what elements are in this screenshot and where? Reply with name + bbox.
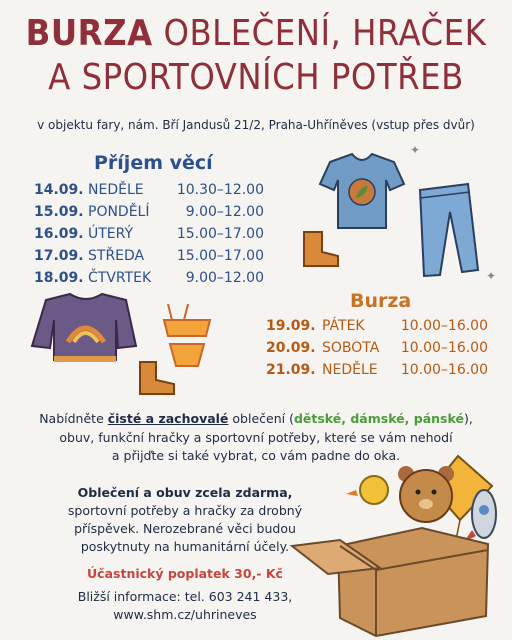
title-line-1-rest: OBLEČENÍ, HRAČEK [163,13,487,54]
row-day: SOBOTA [322,340,380,356]
contact-phone: Bližší informace: tel. 603 241 433, [77,589,293,604]
prijem-row [34,267,274,289]
row-time: 10.00–16.00 [400,340,488,356]
boot-icon [140,362,174,394]
row-time: 10.00–16.00 [400,362,488,378]
row-time: 9.00–12.00 [185,270,264,286]
offer-categories: dětské, dámské, pánské [293,411,464,426]
free-heading: Oblečení a obuv zcela zdarma, [77,485,293,500]
teddy-bear-icon [398,466,454,522]
burza-heading: Burza [350,290,412,312]
row-day: STŘEDA [88,248,145,264]
kids-clothes-illustration [18,290,218,400]
prijem-heading: Příjem věcí [94,152,213,174]
row-time: 15.00–17.00 [176,226,264,242]
jeans-icon [420,184,478,276]
clothes-illustration [300,140,512,290]
row-date: 14.09. [34,182,84,198]
boot-icon [304,232,338,266]
free-line-3: příspěvek. Nerozebrané věci budou [74,521,296,536]
tshirt-icon [320,154,404,228]
title-line-1 [0,14,512,54]
offer-line-1 [30,410,482,429]
row-time: 10.30–12.00 [176,182,264,198]
prijem-row [34,201,274,223]
fee-text: Účastnický poplatek 30,- Kč [87,566,283,581]
sparkle-icon: ✦ [410,143,421,157]
row-date: 15.09. [34,204,84,220]
offer-line-3: a přijďte si také vybrat, co vám padne do oka. [111,448,401,463]
title-line-2: A SPORTOVNÍCH POTŘEB [48,57,464,98]
row-day: ÚTERÝ [88,226,134,242]
swimsuit-icon [164,304,210,366]
title-burza: BURZA [25,13,153,54]
row-date: 18.09. [34,270,84,286]
offer-text: ), [463,411,473,426]
row-time: 10.00–16.00 [400,318,488,334]
row-time: 9.00–12.00 [185,204,264,220]
offer-text: Nabídněte [39,411,108,426]
offer-line-2: obuv, funkční hračky a sportovní potřeby, které se vám nehodí [59,429,453,445]
offer-text: oblečení ( [228,411,294,426]
free-line-4: poskytnuty na humanitární účely. [80,539,290,554]
row-date: 16.09. [34,226,84,242]
row-date: 20.09. [266,340,316,356]
free-paragraph [30,484,340,556]
row-date: 17.09. [34,248,84,264]
sparkle-icon: ✦ [486,269,497,283]
offer-paragraph [30,410,482,466]
row-time: 15.00–17.00 [176,248,264,264]
row-day: ČTVRTEK [88,270,152,286]
row-day: NEDĚLE [322,362,378,378]
prijem-row [34,179,274,201]
location-text: v objektu fary, nám. Bří Jandusů 21/2, Praha-Uhříněves (vstup přes dvůr) [37,118,475,132]
burza-row [266,337,496,359]
duck-icon [346,476,388,504]
offer-emphasis: čisté a zachovalé [107,411,229,426]
prijem-row [34,245,274,267]
row-day: PÁTEK [322,318,365,334]
burza-row [266,359,496,381]
row-date: 19.09. [266,318,316,334]
contact-website[interactable]: www.shm.cz/uhrineves [113,607,257,622]
row-day: PONDĚLÍ [88,204,150,220]
prijem-row [34,223,274,245]
contact-info [30,588,340,624]
burza-row [266,315,496,337]
row-date: 21.09. [266,362,316,378]
free-line-2: sportovní potřeby a hračky za drobný [67,503,303,518]
sweater-icon [32,294,136,362]
row-day: NEDĚLE [88,182,144,198]
